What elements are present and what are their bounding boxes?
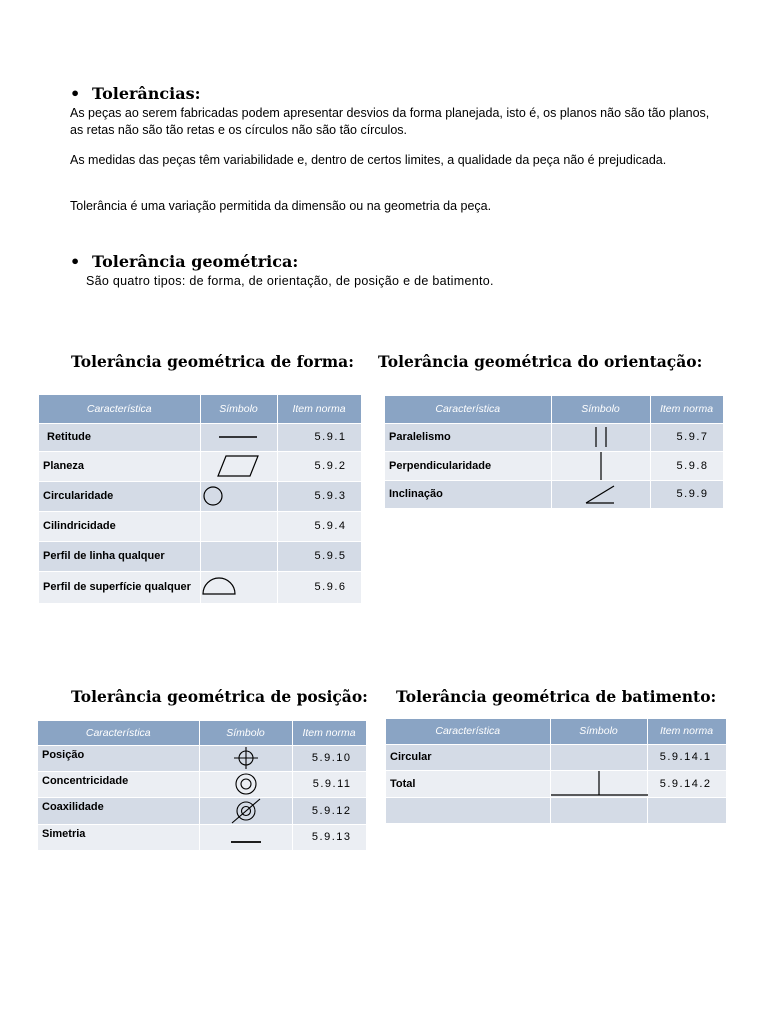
paragraph-1: As peças ao serem fabricadas podem apresentar desvios da forma planejada, isto é, os planos não são tão planos, as retas não são tão retas e os círculos não são tão círculos.: [70, 106, 710, 137]
table-title-posicao: Tolerância geométrica de posição:: [71, 687, 368, 706]
row-item: 5.9.4: [277, 511, 361, 541]
table-batimento: [386, 719, 727, 823]
row-item: 5.9.14.1: [647, 744, 726, 770]
col-header-item-norma: Item norma: [650, 396, 723, 423]
circularity-icon: [201, 484, 261, 508]
parallelism-icon: [589, 425, 613, 449]
table-row: [385, 423, 723, 451]
table-row: [39, 511, 361, 541]
col-header-item-norma: Item norma: [292, 721, 366, 745]
section-heading-tolerancia-geometrica: [70, 252, 298, 271]
concentricity-icon: [233, 772, 259, 796]
row-symbol: [550, 770, 647, 797]
row-item: 5.9.10: [292, 745, 366, 771]
row-item: 5.9.2: [277, 451, 361, 481]
straightness-icon: [217, 431, 261, 443]
table-title-orientacao: Tolerância geométrica do orientação:: [378, 352, 703, 371]
table-row: [39, 451, 361, 481]
col-header-simbolo: Símbolo: [200, 395, 277, 423]
row-item: 5.9.13: [292, 824, 366, 850]
bullet-marker: •: [70, 252, 81, 271]
col-header-simbolo: Símbolo: [550, 719, 647, 744]
row-symbol: [550, 744, 647, 770]
row-item: 5.9.6: [277, 571, 361, 603]
col-header-caracteristica: Característica: [38, 721, 199, 745]
row-name: Perfil de superfície qualquer: [39, 571, 200, 603]
row-symbol: [550, 797, 647, 823]
flatness-icon: [216, 454, 262, 478]
row-item: 5.9.1: [277, 423, 361, 451]
row-name: Retitude: [39, 423, 200, 451]
table-row: [39, 541, 361, 571]
row-symbol: [200, 541, 277, 571]
table-orientacao: [385, 396, 724, 508]
row-symbol: [199, 824, 292, 850]
paragraph-2: As medidas das peças têm variabilidade e, dentro de certos limites, a qualidade da peça não é prejudicada.: [70, 153, 667, 167]
col-header-caracteristica: Característica: [386, 719, 550, 744]
row-symbol: [551, 423, 650, 451]
row-name: Circularidade: [39, 481, 200, 511]
col-header-caracteristica: Característica: [385, 396, 551, 423]
row-symbol: [200, 451, 277, 481]
bullet-marker: •: [70, 84, 81, 103]
table-row: [39, 571, 361, 603]
row-item: 5.9.14.2: [647, 770, 726, 797]
row-item: [647, 797, 726, 823]
section-heading-tolerancias: [70, 84, 201, 103]
row-item: 5.9.3: [277, 481, 361, 511]
heading-text: Tolerância geométrica:: [92, 252, 299, 271]
row-name: Posição: [38, 745, 199, 771]
row-name: [386, 797, 550, 823]
row-item: 5.9.5: [277, 541, 361, 571]
row-name: Simetria: [38, 824, 199, 850]
table-row: [38, 771, 366, 797]
row-name: Inclinação: [385, 480, 551, 508]
table-row: [38, 745, 366, 771]
row-symbol: [200, 481, 277, 511]
angularity-icon: [584, 482, 618, 506]
row-symbol: [551, 451, 650, 480]
row-name: Circular: [386, 744, 550, 770]
surface-profile-icon: [201, 576, 261, 598]
paragraph-3: Tolerância é uma variação permitida da dimensão ou na geometria da peça.: [70, 199, 492, 213]
row-item: 5.9.12: [292, 797, 366, 824]
row-symbol: [200, 511, 277, 541]
col-header-simbolo: Símbolo: [199, 721, 292, 745]
table-row: [386, 797, 726, 823]
total-runout-icon: [551, 771, 648, 797]
row-name: Planeza: [39, 451, 200, 481]
table-row: [39, 481, 361, 511]
row-item: 5.9.8: [650, 451, 723, 480]
row-symbol: [199, 771, 292, 797]
row-name: Coaxilidade: [38, 797, 199, 824]
table-row: [38, 824, 366, 850]
table-row: [386, 744, 726, 770]
table-title-batimento: Tolerância geométrica de batimento:: [396, 687, 717, 706]
col-header-item-norma: Item norma: [277, 395, 361, 423]
table-forma: [39, 395, 362, 603]
table-row: [385, 480, 723, 508]
row-name: Perpendicularidade: [385, 451, 551, 480]
row-name: Total: [386, 770, 550, 797]
perpendicularity-icon: [589, 452, 613, 480]
table-title-forma: Tolerância geométrica de forma:: [71, 352, 354, 371]
table-row: [39, 423, 361, 451]
row-item: 5.9.7: [650, 423, 723, 451]
heading-text: Tolerâncias:: [92, 84, 201, 103]
row-name: Concentricidade: [38, 771, 199, 797]
row-symbol: [200, 571, 277, 603]
row-item: 5.9.11: [292, 771, 366, 797]
table-row: [38, 797, 366, 824]
table-row: [386, 770, 726, 797]
col-header-item-norma: Item norma: [647, 719, 726, 744]
row-name: Paralelismo: [385, 423, 551, 451]
row-symbol: [199, 797, 292, 824]
col-header-caracteristica: Característica: [39, 395, 200, 423]
row-item: 5.9.9: [650, 480, 723, 508]
symmetry-icon: [228, 825, 264, 849]
table-posicao: [38, 721, 367, 850]
types-subtext: São quatro tipos: de forma, de orientação, de posição e de batimento.: [86, 274, 494, 288]
position-icon: [231, 746, 261, 770]
row-symbol: [200, 423, 277, 451]
row-name: Cilindricidade: [39, 511, 200, 541]
coaxiality-icon: [228, 798, 264, 824]
row-name: Perfil de linha qualquer: [39, 541, 200, 571]
table-row: [385, 451, 723, 480]
row-symbol: [199, 745, 292, 771]
col-header-simbolo: Símbolo: [551, 396, 650, 423]
row-symbol: [551, 480, 650, 508]
